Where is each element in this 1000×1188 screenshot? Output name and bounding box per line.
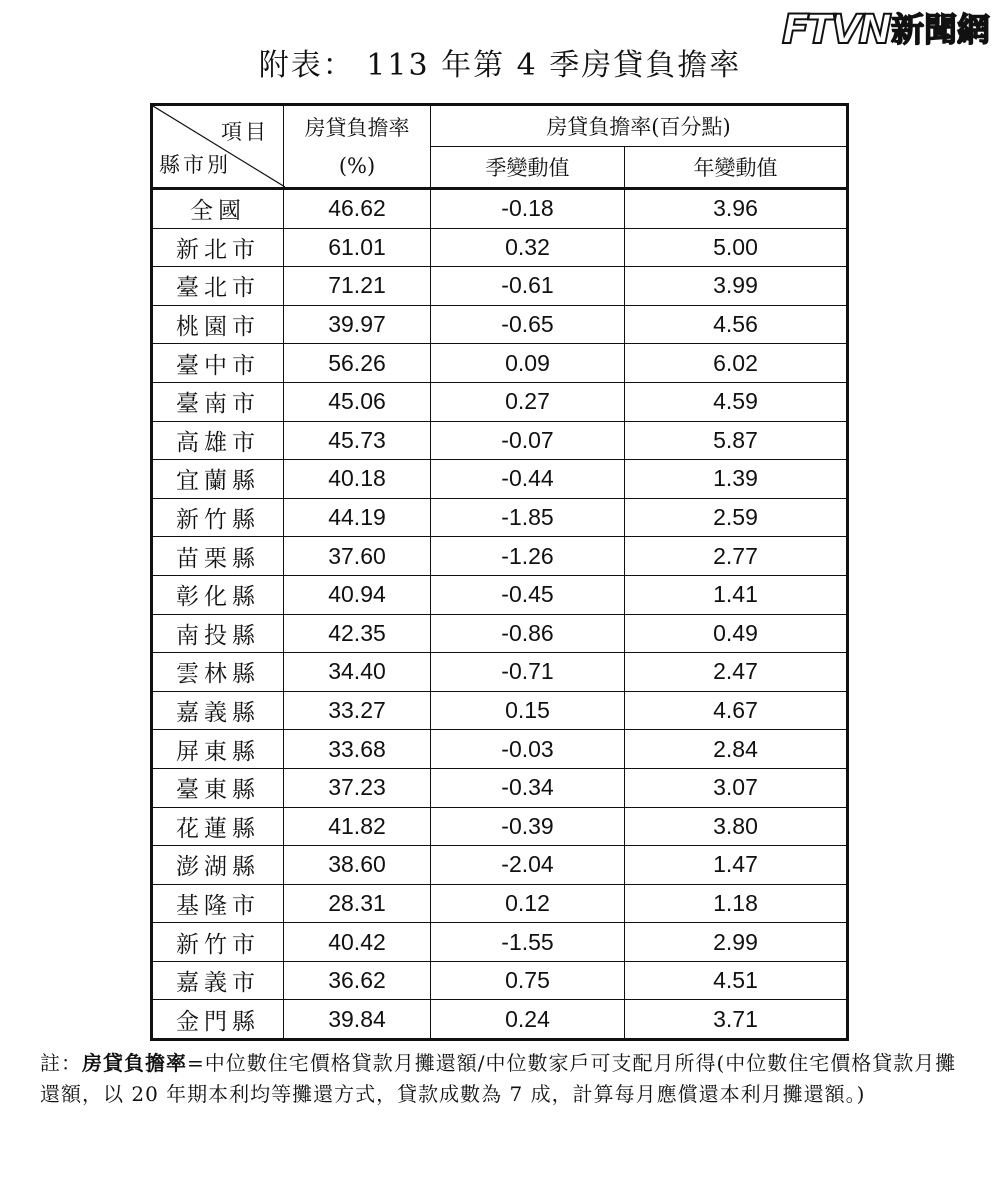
header-rate-line1: 房貸負擔率 bbox=[304, 115, 410, 140]
footnote-prefix: 註： bbox=[40, 1051, 82, 1075]
rate-cell: 40.18 bbox=[284, 460, 431, 499]
quarter-change-cell: -0.18 bbox=[431, 189, 625, 229]
rate-cell: 41.82 bbox=[284, 807, 431, 846]
header-county: 縣市別 bbox=[159, 153, 231, 177]
rate-cell: 40.42 bbox=[284, 923, 431, 962]
county-cell: 臺中市 bbox=[152, 344, 284, 383]
table-row bbox=[152, 1000, 848, 1040]
year-change-cell: 3.96 bbox=[625, 189, 848, 229]
year-change-cell: 2.84 bbox=[625, 730, 848, 769]
county-cell: 新竹市 bbox=[152, 923, 284, 962]
rate-cell: 61.01 bbox=[284, 228, 431, 267]
table-row bbox=[152, 730, 848, 769]
quarter-change-cell: 0.12 bbox=[431, 884, 625, 923]
table-row bbox=[152, 305, 848, 344]
county-cell: 苗栗縣 bbox=[152, 537, 284, 576]
year-change-cell: 2.59 bbox=[625, 498, 848, 537]
rate-cell: 46.62 bbox=[284, 189, 431, 229]
quarter-change-cell: 0.15 bbox=[431, 691, 625, 730]
county-cell: 新北市 bbox=[152, 228, 284, 267]
rate-cell: 33.27 bbox=[284, 691, 431, 730]
table-row bbox=[152, 498, 848, 537]
rate-cell: 45.73 bbox=[284, 421, 431, 460]
county-cell: 嘉義縣 bbox=[152, 691, 284, 730]
header-change-group: 房貸負擔率(百分點) bbox=[431, 105, 848, 147]
year-change-cell: 4.67 bbox=[625, 691, 848, 730]
table-row bbox=[152, 923, 848, 962]
quarter-change-cell: 0.09 bbox=[431, 344, 625, 383]
quarter-change-cell: -0.34 bbox=[431, 768, 625, 807]
rate-cell: 56.26 bbox=[284, 344, 431, 383]
county-cell: 金門縣 bbox=[152, 1000, 284, 1040]
quarter-change-cell: -2.04 bbox=[431, 846, 625, 885]
year-change-cell: 1.39 bbox=[625, 460, 848, 499]
year-change-cell: 3.71 bbox=[625, 1000, 848, 1040]
year-change-cell: 1.41 bbox=[625, 575, 848, 614]
county-cell: 宜蘭縣 bbox=[152, 460, 284, 499]
year-change-cell: 4.56 bbox=[625, 305, 848, 344]
quarter-change-cell: -0.44 bbox=[431, 460, 625, 499]
quarter-change-cell: -0.61 bbox=[431, 267, 625, 306]
year-change-cell: 3.99 bbox=[625, 267, 848, 306]
county-cell: 臺南市 bbox=[152, 382, 284, 421]
quarter-change-cell: -0.03 bbox=[431, 730, 625, 769]
header-rate-line2: (%) bbox=[338, 153, 376, 178]
quarter-change-cell: -0.07 bbox=[431, 421, 625, 460]
table-row bbox=[152, 421, 848, 460]
header-rate bbox=[284, 105, 431, 189]
header-quarter-change: 季變動值 bbox=[431, 147, 625, 189]
footnote-text: =中位數住宅價格貸款月攤還額/中位數家戶可支配月所得(中位數住宅價格貸款月攤還額，以 20 年期本利均等攤還方式，貸款成數為 7 成，計算每月應償還本利月攤還額。) bbox=[40, 1051, 957, 1106]
footnote-term: 房貸負擔率 bbox=[82, 1051, 187, 1075]
table-row bbox=[152, 189, 848, 229]
quarter-change-cell: -1.26 bbox=[431, 537, 625, 576]
county-cell: 臺東縣 bbox=[152, 768, 284, 807]
year-change-cell: 0.49 bbox=[625, 614, 848, 653]
rate-cell: 39.97 bbox=[284, 305, 431, 344]
rate-cell: 45.06 bbox=[284, 382, 431, 421]
year-change-cell: 6.02 bbox=[625, 344, 848, 383]
table-row bbox=[152, 228, 848, 267]
county-cell: 基隆市 bbox=[152, 884, 284, 923]
quarter-change-cell: -0.65 bbox=[431, 305, 625, 344]
table-row bbox=[152, 691, 848, 730]
county-cell: 新竹縣 bbox=[152, 498, 284, 537]
year-change-cell: 1.47 bbox=[625, 846, 848, 885]
table-row bbox=[152, 537, 848, 576]
table-row bbox=[152, 460, 848, 499]
quarter-change-cell: -0.45 bbox=[431, 575, 625, 614]
ftvn-logo: FTVN bbox=[781, 7, 889, 53]
year-change-cell: 4.59 bbox=[625, 382, 848, 421]
quarter-change-cell: -0.71 bbox=[431, 653, 625, 692]
quarter-change-cell: -0.86 bbox=[431, 614, 625, 653]
year-change-cell: 2.47 bbox=[625, 653, 848, 692]
county-cell: 花蓮縣 bbox=[152, 807, 284, 846]
quarter-change-cell: -1.55 bbox=[431, 923, 625, 962]
quarter-change-cell: 0.75 bbox=[431, 961, 625, 1000]
quarter-change-cell: 0.27 bbox=[431, 382, 625, 421]
county-cell: 澎湖縣 bbox=[152, 846, 284, 885]
table-row bbox=[152, 846, 848, 885]
county-cell: 嘉義市 bbox=[152, 961, 284, 1000]
table-row bbox=[152, 382, 848, 421]
county-cell: 臺北市 bbox=[152, 267, 284, 306]
rate-cell: 71.21 bbox=[284, 267, 431, 306]
rate-cell: 42.35 bbox=[284, 614, 431, 653]
table-row bbox=[152, 653, 848, 692]
quarter-change-cell: 0.24 bbox=[431, 1000, 625, 1040]
rate-cell: 33.68 bbox=[284, 730, 431, 769]
footnote bbox=[40, 1048, 970, 1110]
table-row bbox=[152, 344, 848, 383]
county-cell: 桃園市 bbox=[152, 305, 284, 344]
table-row bbox=[152, 807, 848, 846]
table-row bbox=[152, 961, 848, 1000]
county-cell: 屏東縣 bbox=[152, 730, 284, 769]
year-change-cell: 2.77 bbox=[625, 537, 848, 576]
year-change-cell: 5.87 bbox=[625, 421, 848, 460]
watermark-text: 新聞網 bbox=[891, 10, 990, 49]
quarter-change-cell: -0.39 bbox=[431, 807, 625, 846]
rate-cell: 37.60 bbox=[284, 537, 431, 576]
county-cell: 高雄市 bbox=[152, 421, 284, 460]
rate-cell: 44.19 bbox=[284, 498, 431, 537]
table-row bbox=[152, 884, 848, 923]
rate-cell: 39.84 bbox=[284, 1000, 431, 1040]
year-change-cell: 2.99 bbox=[625, 923, 848, 962]
year-change-cell: 5.00 bbox=[625, 228, 848, 267]
page-title: 附表： 113 年第 4 季房貸負擔率 bbox=[258, 48, 742, 83]
rate-cell: 37.23 bbox=[284, 768, 431, 807]
table-row bbox=[152, 267, 848, 306]
county-cell: 全國 bbox=[152, 189, 284, 229]
rate-cell: 40.94 bbox=[284, 575, 431, 614]
county-cell: 雲林縣 bbox=[152, 653, 284, 692]
quarter-change-cell: 0.32 bbox=[431, 228, 625, 267]
year-change-cell: 1.18 bbox=[625, 884, 848, 923]
year-change-cell: 3.80 bbox=[625, 807, 848, 846]
table-row bbox=[152, 575, 848, 614]
rate-cell: 38.60 bbox=[284, 846, 431, 885]
rate-cell: 28.31 bbox=[284, 884, 431, 923]
year-change-cell: 4.51 bbox=[625, 961, 848, 1000]
diagonal-header-cell bbox=[152, 105, 284, 189]
year-change-cell: 3.07 bbox=[625, 768, 848, 807]
header-item: 項目 bbox=[221, 120, 269, 144]
table-row bbox=[152, 768, 848, 807]
housing-burden-table bbox=[150, 103, 849, 1041]
header-year-change: 年變動值 bbox=[625, 147, 848, 189]
rate-cell: 36.62 bbox=[284, 961, 431, 1000]
county-cell: 彰化縣 bbox=[152, 575, 284, 614]
rate-cell: 34.40 bbox=[284, 653, 431, 692]
table-row bbox=[152, 614, 848, 653]
county-cell: 南投縣 bbox=[152, 614, 284, 653]
quarter-change-cell: -1.85 bbox=[431, 498, 625, 537]
